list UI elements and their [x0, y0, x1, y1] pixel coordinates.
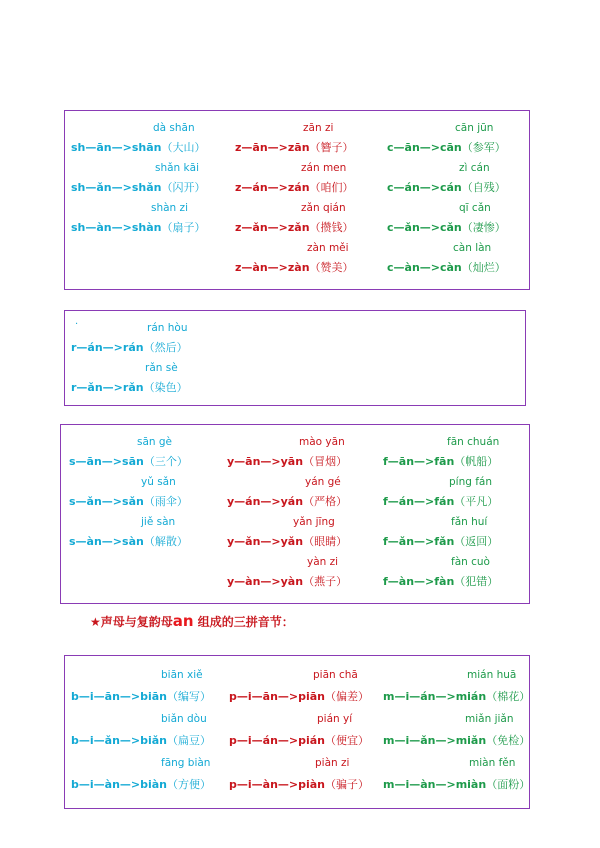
pinyin-yu-san: yǔ sǎn [141, 476, 176, 488]
pinyin-can-jun: cān jūn [455, 122, 494, 134]
pinyin-mao-yan: mào yān [299, 436, 345, 448]
pinyin-ping-fan: píng fán [449, 476, 493, 488]
title-an: an [172, 612, 194, 630]
syllable-box-sh-z-c [64, 110, 530, 290]
formula-san3: s—ǎn—>sǎn（雨伞） [69, 495, 188, 508]
pinyin-can-lan: càn làn [453, 242, 492, 254]
title-pre: 声母与复韵母 [100, 615, 173, 629]
pinyin-zan-men: zán men [301, 162, 347, 174]
pinyin-pian-zi: piàn zi [315, 757, 350, 769]
pinyin-fan-chuan: fān chuán [447, 436, 500, 448]
pinyin-da-shan: dà shān [153, 122, 195, 134]
section-title [90, 612, 294, 630]
bullet-dot: · [75, 319, 79, 330]
formula-yan4: y—àn—>yàn（燕子） [227, 575, 348, 588]
formula-can3: c—ǎn—>cǎn（凄惨） [387, 221, 506, 234]
formula-zan1: z—ān—>zān（簪子） [235, 141, 354, 154]
formula-pian2: p—i—án—>pián（便宜） [229, 734, 370, 747]
formula-shan1: sh—ān—>shān（大山） [71, 141, 206, 154]
formula-can1: c—ān—>cān（参军） [387, 141, 506, 154]
formula-mian4: m—i—àn—>miàn（面粉） [383, 778, 531, 791]
formula-zan4: z—àn—>zàn（赞美） [235, 261, 354, 274]
pinyin-fan-cuo: fàn cuò [451, 556, 490, 568]
formula-fan2: f—án—>fán（平凡） [383, 495, 499, 508]
formula-bian3: b—i—ǎn—>biǎn（扁豆） [71, 734, 212, 747]
pinyin-zan-zi: zān zi [303, 122, 334, 134]
formula-san4: s—àn—>sàn（解散） [69, 535, 188, 548]
pinyin-shan-kai: shǎn kāi [155, 162, 199, 174]
star-icon: ★ [90, 615, 101, 629]
pinyin-shan-zi: shàn zi [151, 202, 188, 214]
formula-fan4: f—àn—>fàn（犯错） [383, 575, 499, 588]
formula-ran2: r—án—>rán（然后） [71, 341, 188, 354]
pinyin-ran-hou: rán hòu [147, 322, 188, 334]
formula-yan1: y—ān—>yān（冒烟） [227, 455, 348, 468]
formula-fan1: f—ān—>fān（帆船） [383, 455, 499, 468]
formula-san1: s—ān—>sān（三个） [69, 455, 188, 468]
formula-shan3: sh—ǎn—>shǎn（闪开） [71, 181, 206, 194]
formula-bian4: b—i—àn—>biàn（方便） [71, 778, 212, 791]
formula-zan2: z—án—>zán（咱们） [235, 181, 354, 194]
pinyin-mian-jian: miǎn jiǎn [465, 713, 514, 725]
formula-mian2: m—i—án—>mián（棉花） [383, 690, 531, 703]
pinyin-qi-can: qī cǎn [459, 202, 491, 214]
pinyin-jie-san: jiě sàn [141, 516, 176, 528]
formula-fan3: f—ǎn—>fǎn（返回） [383, 535, 499, 548]
formula-yan3: y—ǎn—>yǎn（眼睛） [227, 535, 348, 548]
formula-pian1: p—i—ān—>piān（偏差） [229, 690, 370, 703]
pinyin-yan-jing: yǎn jīng [293, 516, 335, 528]
formula-zan3: z—ǎn—>zǎn（攒钱） [235, 221, 354, 234]
pinyin-zan-qian: zǎn qián [301, 202, 346, 214]
formula-shan4: sh—àn—>shàn（扇子） [71, 221, 206, 234]
title-post: 组成的三拼音节： [193, 615, 294, 629]
pinyin-san-ge: sān gè [137, 436, 173, 448]
pinyin-zan-mei: zàn měi [307, 242, 349, 254]
formula-can4: c—àn—>càn（灿烂） [387, 261, 506, 274]
pinyin-pian-cha: piān chā [313, 669, 358, 681]
formula-can2: c—án—>cán（自残） [387, 181, 506, 194]
formula-ran3: r—ǎn—>rǎn（染色） [71, 381, 188, 394]
formula-yan2: y—án—>yán（严格） [227, 495, 348, 508]
syllable-box-r [64, 310, 526, 406]
pinyin-ran-se: rǎn sè [145, 362, 178, 374]
formula-mian3: m—i—ǎn—>miǎn（免检） [383, 734, 531, 747]
pinyin-yan-ge: yán gé [305, 476, 341, 488]
pinyin-yan-zi: yàn zi [307, 556, 339, 568]
syllable-box-s-y-f [60, 424, 530, 604]
pinyin-pian-yi: pián yí [317, 713, 353, 725]
pinyin-mian-fen: miàn fěn [469, 757, 516, 769]
pinyin-bian-xie: biān xiě [161, 669, 203, 681]
syllable-box-three-part [64, 655, 530, 809]
pinyin-zi-can: zì cán [459, 162, 490, 174]
pinyin-bian-dou: biǎn dòu [161, 713, 207, 725]
pinyin-mian-hua: mián huā [467, 669, 517, 681]
pinyin-fan-hui: fǎn huí [451, 516, 488, 528]
formula-pian4: p—i—àn—>piàn（骗子） [229, 778, 370, 791]
formula-bian1: b—i—ān—>biān（编写） [71, 690, 212, 703]
pinyin-fang-bian: fāng biàn [161, 757, 211, 769]
